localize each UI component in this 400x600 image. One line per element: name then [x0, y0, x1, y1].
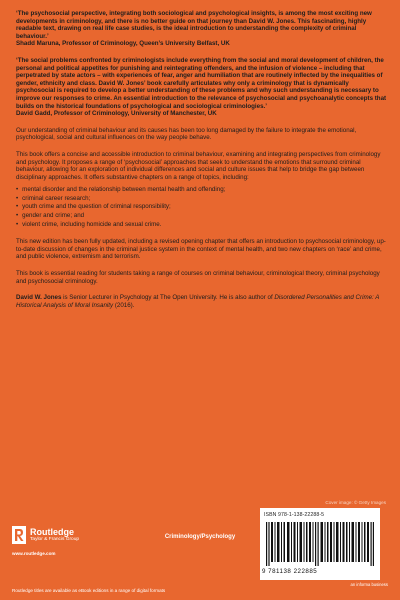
subject-category: Criminology/Psychology	[164, 534, 236, 540]
author-bio	[16, 294, 388, 309]
author-book-title: Disordered Personalities and Crime: A Historical Analysis of Moral Insanity	[16, 294, 380, 309]
cover-footer	[0, 500, 400, 600]
list-item: • gender and crime; and	[16, 212, 388, 221]
quote-attribution: Shadd Maruna, Professor of Criminology, Queen’s University Belfast, UK	[16, 40, 230, 48]
endorsement-quote-2	[16, 57, 388, 118]
description-paragraph-1: Our understanding of criminal behaviour and its causes has been too long damaged by the failure to integrate the emotional, psychological, social and cultural influences on the way people behave.	[16, 126, 357, 142]
quote-attribution: David Gadd, Professor of Criminology, University of Manchester, UK	[16, 110, 217, 118]
list-item: • violent crime, including homicide and sexual crime.	[16, 221, 388, 230]
quote-text: ‘The social problems confronted by criminologists include everything from the social and moral development of children, the personal and political appetites for punishing and reintegrating offenders, and the infusion of violence – including that perpetrated by state actors – with experiences of fear, anger and humiliation that are routinely inflected by the inequalities of gender, ethnicity and class. David W. Jones’ book carefully articulates why only a criminology that is dynamically psychosocial is required to develop a better understanding of these problems and why such understanding is necessary to improve our responses to crime. An essential introduction to the relevance of psychosocial and psychoanalytic concepts that builds on the historical foundations of psychological and sociological criminologies.’	[16, 56, 387, 110]
imprint-tagline: an informa business	[350, 582, 388, 587]
list-item: • youth crime and the question of criminal responsibility;	[16, 203, 388, 212]
isbn: ISBN 978-1-138-22288-5	[264, 512, 325, 518]
endorsement-quote-1	[16, 10, 388, 48]
description-paragraph-4: This book is essential reading for students taking a range of courses on criminal behaviour, criminological theory, criminal psychology and psychosocial criminology.	[16, 270, 380, 285]
ebook-note: Routledge titles are available as eBook editions in a range of digital formats	[12, 588, 166, 593]
publisher-name: Routledge	[30, 527, 74, 537]
list-item: • mental disorder and the relationship between mental health and offending;	[16, 186, 388, 195]
cover-text	[16, 10, 388, 318]
publisher-url: www.routledge.com	[12, 551, 56, 556]
barcode-icon	[266, 522, 374, 566]
quote-text: ‘The psychosocial perspective, integrating both sociological and psychological insights, is among the most exciting new developments in criminology, and there is no better guide on that journey than David W. Jones. This fascinating, highly readable text, drawing on real life case studies, is the ideal introduction to understanding the complexity of criminal behaviour.’	[16, 10, 372, 40]
description-paragraph-3: This new edition has been fully updated, including a revised opening chapter that offers an introduction to psychosocial criminology, up-to-date discussion of changes in the criminal justice system in the context of mental health, and two new chapters on ‘race’ and crime, and public violence, extremism and terrorism.	[16, 238, 386, 261]
description-paragraph-2: This book offers a concise and accessible introduction to criminal behaviour, examining and integrating perspectives from criminology and psychology. It proposes a range of ‘psychosocial’ approaches that seek to understand the emotions that surround criminal behaviour, allowing for an exploration of individual differences and social and culture issues that help to bridge the gap between disciplinary approaches. It offers substantive chapters on a range of topics, including:	[16, 150, 381, 181]
publisher-group: Taylor & Francis Group	[30, 537, 80, 542]
barcode-panel	[260, 508, 380, 580]
author-name: David W. Jones	[16, 294, 62, 302]
topics-list	[16, 186, 388, 229]
list-item: • criminal career research;	[16, 195, 388, 204]
author-bio-text: is Senior Lecturer in Psychology at The Open University. He is also author of	[61, 294, 275, 302]
cover-image-credit: Cover image: © Getty Images	[325, 500, 386, 505]
author-book-year: (2016).	[113, 301, 135, 309]
barcode-number: 9 781138 222885	[262, 568, 318, 575]
